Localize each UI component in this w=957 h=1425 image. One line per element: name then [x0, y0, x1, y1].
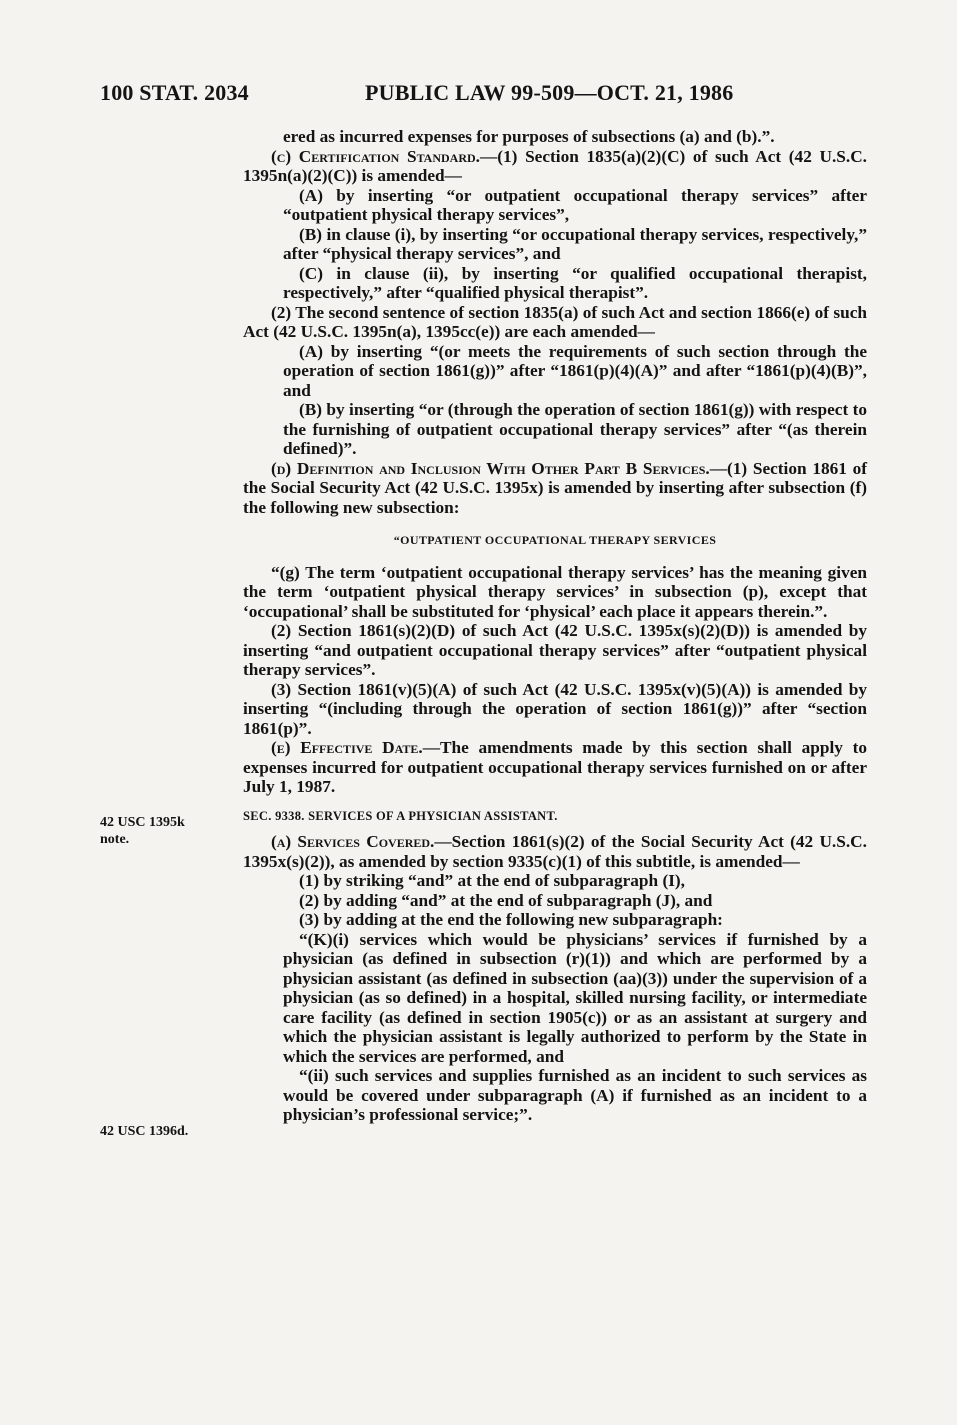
paragraph-c-certification: (c) Certification Standard.—(1) Section 1835(a)(2)(C) of such Act (42 U.S.C. 1395n(a)(2)(C)) is amended— — [243, 146, 867, 185]
margin-note-1395k: 42 USC 1395k note. — [100, 815, 185, 847]
paragraph: ered as incurred expenses for purposes of subsections (a) and (b).”. — [283, 127, 775, 146]
paragraph-d-definition: (d) Definition and Inclusion With Other Part B Services.—(1) Section 1861 of the Social Security Act (42 U.S.C. 1395x) is amended by inserting after subsection (f) the following new subsection: — [243, 458, 867, 517]
paragraph: (A) by inserting “(or meets the requirements of such section through the operation of section 1861(g))” after “1861(p)(4)(A)” and after “1861(p)(4)(B)”, and — [283, 341, 867, 400]
paragraph: (B) in clause (i), by inserting “or occupational therapy services, respectively,” after “physical therapy services”, and — [283, 224, 867, 263]
paragraph-e-effective-date: (e) Effective Date.—The amendments made by this section shall apply to expenses incurred for outpatient occupational therapy services furnished on or after July 1, 1987. — [243, 738, 867, 796]
paragraph: (3) Section 1861(v)(5)(A) of such Act (42 U.S.C. 1395x(v)(5)(A)) is amended by inserting “(including through the operation of section 1861(g))” after “section 1861(p)”. — [243, 679, 867, 738]
subsection-heading: “OUTPATIENT OCCUPATIONAL THERAPY SERVICES — [393, 533, 717, 547]
paragraph: “(g) The term ‘outpatient occupational therapy services’ has the meaning given the term ‘outpatient physical therapy services’ in subsection (p), except that ‘occupational’ shall be substituted for ‘physical’ each place it appears therein.”. — [243, 562, 867, 621]
paragraph: (2) Section 1861(s)(2)(D) of such Act (42 U.S.C. 1395x(s)(2)(D)) is amended by inserting “and outpatient occupational therapy services” after “outpatient physical therapy services”. — [243, 621, 867, 679]
section-heading: SEC. 9338. SERVICES OF A PHYSICIAN ASSISTANT. — [243, 808, 558, 823]
paragraph-a-services-covered: (a) Services Covered.—Section 1861(s)(2) of the Social Security Act (42 U.S.C. 1395x(s)(2)), as amended by section 9335(c)(1) of this subtitle, is amended— — [243, 832, 867, 871]
margin-note-1396d: 42 USC 1396d. — [100, 1124, 189, 1139]
paragraph: (A) by inserting “or outpatient occupational therapy services” after “outpatient physical therapy services”, — [283, 185, 867, 224]
paragraph: (B) by inserting “or (through the operation of section 1861(g)) with respect to the furnishing of outpatient occupational therapy services” after “(as therein defined)”. — [283, 400, 867, 458]
statute-page-number: 100 STAT. 2034 — [100, 80, 249, 105]
paragraph: “(K)(i) services which would be physicians’ services if furnished by a physician (as defined in subsection (r)(1)) and which are performed by a physician assistant (as defined in subsection (aa)(3)) under the supervision of a physician (as so defined) in a hospital, skilled nursing facility, or intermediate care facility (as defined in section 1905(c)) or as an assistant at surgery and which the physician assistant is legally authorized to perform by the State in which the services are performed, and — [283, 929, 867, 1066]
document-body — [243, 127, 867, 1125]
paragraph: (1) by striking “and” at the end of subparagraph (I), — [299, 871, 686, 890]
paragraph: (C) in clause (ii), by inserting “or qualified occupational therapist, respectively,” after “qualified physical therapist”. — [283, 263, 867, 302]
public-law-title: PUBLIC LAW 99-509—OCT. 21, 1986 — [365, 80, 734, 105]
paragraph: “(ii) such services and supplies furnished as an incident to such services as would be covered under subparagraph (A) if furnished as an incident to a physician’s professional service;”. — [283, 1066, 867, 1124]
paragraph: (2) by adding “and” at the end of subparagraph (J), and — [299, 890, 713, 910]
paragraph: (3) by adding at the end the following new subparagraph: — [299, 910, 723, 929]
paragraph: (2) The second sentence of section 1835(a) of such Act and section 1866(e) of such Act (42 U.S.C. 1395n(a), 1395cc(e)) are each amended— — [243, 302, 867, 341]
